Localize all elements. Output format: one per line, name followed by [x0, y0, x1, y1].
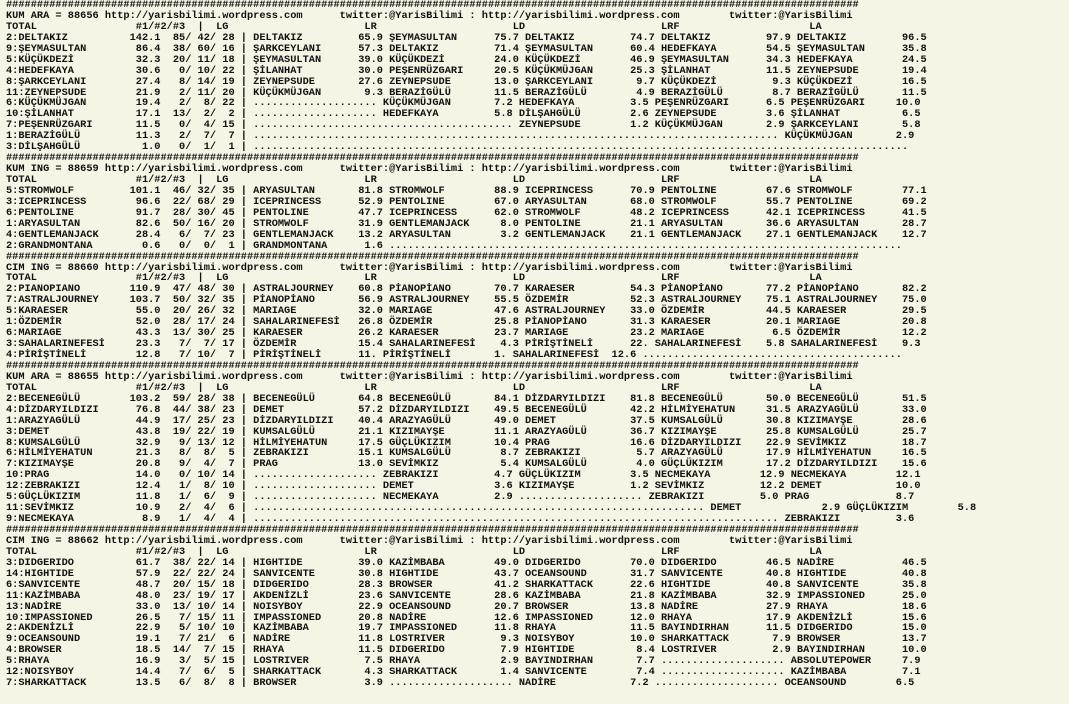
- table-row: 4:HEDEFKAYA 30.6 0/ 10/ 22 | ŞİLANHAT 30.0 PEŞENRÜZGARI 20.5 KÜÇÜKMÜJGAN 25.3 ŞİLANHAT 11.5 ZEYNEPSUDE 19.4: [6, 64, 927, 77]
- race-header: KUM ARA = 88656 http://yarisbilimi.wordpress.com twitter:@YarisBilimi : http://yarisbilimi.wordpress.com twitter:@YarisBilimi: [6, 9, 853, 22]
- table-row: 3:SAHALARINEFESİ 23.3 7/ 7/ 17 | ÖZDEMİR 15.4 SAHALARINEFESİ 4.3 PİRİŞTİNELİ 22. SAHALARINEFESİ 5.8 SAHALARINEFESİ 9.3: [6, 338, 921, 351]
- table-row: 2:GRANDMONTANA 0.6 0/ 0/ 1 | GRANDMONTANA 1.6 ...................................................................................: [6, 239, 902, 252]
- table-row: 8:ŞARKCEYLANI 27.4 8/ 14/ 19 | ZEYNEPSUDE 27.6 ZEYNEPSUDE 13.0 ŞARKCEYLANI 9.7 KÜÇÜKDEZİ 9.3 KÜÇÜKDEZİ 16.5: [6, 75, 927, 88]
- table-row: 3:ICEPRINCESS 96.6 22/ 68/ 29 | ICEPRINCESS 52.9 PENTOLINE 67.0 ARYASULTAN 68.0 STROMWOLF 55.7 PENTOLINE 69.2: [6, 195, 927, 208]
- table-row: 7:ASTRALJOURNEY 103.7 50/ 32/ 35 | PİANOPİANO 56.9 ASTRALJOURNEY 55.5 ÖZDEMİR 52.3 ASTRALJOURNEY 75.1 ASTRALJOURNEY 75.0: [6, 294, 927, 307]
- column-header: TOTAL #1/#2/#3 | LG LR LD LRF LA: [6, 174, 822, 186]
- table-row: 4:GENTLEMANJACK 28.4 6/ 7/ 23 | GENTLEMANJACK 13.2 ARYASULTAN 3.2 GENTLEMANJACK 21.1 GENTLEMANJACK 27.1 GENTLEMANJACK 12.7: [6, 228, 927, 241]
- race-header: CIM ING = 88662 http://yarisbilimi.wordpress.com twitter:@YarisBilimi : http://yarisbilimi.wordpress.com twitter:@YarisBilimi: [6, 534, 853, 547]
- separator-line: ##########################################################################################################################################: [6, 359, 859, 372]
- separator-line: ##########################################################################################################################################: [6, 152, 859, 165]
- table-row: 5:KARAESER 55.0 20/ 26/ 32 | MARIAGE 32.0 MARIAGE 47.6 ASTRALJOURNEY 33.0 ÖZDEMİR 44.5 KARAESER 29.5: [6, 305, 927, 318]
- table-row: 2:AKDENİZLİ 22.9 5/ 10/ 10 | KAZİMBABA 19.7 IMPASSIONED 11.8 RHAYA 11.5 BAYINDIRHAN 11.5 DIDGERIDO 15.0: [6, 622, 927, 635]
- table-row: 2:DELTAKIZ 142.1 85/ 42/ 28 | DELTAKIZ 65.9 ŞEYMASULTAN 75.7 DELTAKIZ 74.7 DELTAKIZ 97.9 DELTAKIZ 96.5: [6, 31, 927, 44]
- table-row: 7:PEŞENRÜZGARI 11.5 0/ 4/ 15 | .......................................... ZEYNEPSUDE 1.2 KÜÇÜKMÜJGAN 2.9 ŞARKCEYLANI 5.8: [6, 119, 921, 132]
- table-row: 5:RHAYA 16.9 3/ 5/ 15 | LOSTRIVER 7.5 RHAYA 2.9 BAYINDIRHAN 7.7 .................... ABSOLUTEPOWER 7.9: [6, 655, 921, 668]
- table-row: 1:ARAZYAGÜLÜ 44.9 17/ 25/ 23 | DİZDARYILDIZI 40.4 ARAZYAGÜLÜ 49.0 DEMET 37.5 KUMSALGÜLÜ 30.8 KIZIMAYŞE 28.6: [6, 414, 927, 427]
- table-row: 9:ŞEYMASULTAN 86.4 38/ 60/ 16 | ŞARKCEYLANI 57.3 DELTAKIZ 71.4 ŞEYMASULTAN 60.4 HEDEFKAYA 54.5 ŞEYMASULTAN 35.8: [6, 42, 927, 55]
- table-row: 12:ZEBRAKIZI 12.4 1/ 8/ 10 | .................... DEMET 3.6 KIZIMAYŞE 1.2 SEVİMKIZ 12.2 DEMET 10.0: [6, 480, 921, 493]
- table-row: 4:BROWSER 18.5 14/ 7/ 15 | RHAYA 11.5 DIDGERIDO 7.9 HIGHTIDE 8.4 LOSTRIVER 2.9 BAYINDIRHAN 10.0: [6, 644, 927, 657]
- table-row: 6:PENTOLINE 91.7 28/ 30/ 45 | PENTOLINE 47.7 ICEPRINCESS 62.0 STROMWOLF 48.2 ICEPRINCESS 42.1 ICEPRINCESS 41.5: [6, 206, 927, 219]
- table-row: 11:SEVİMKIZ 10.9 2/ 4/ 6 | ......................................................................... DEMET 2.9 GÜÇLÜKIZIM 5.8: [6, 502, 977, 515]
- table-row: 5:KÜÇÜKDEZİ 32.3 20/ 11/ 18 | ŞEYMASULTAN 39.0 KÜÇÜKDEZİ 24.0 KÜÇÜKDEZİ 46.9 ŞEYMASULTAN 34.3 HEDEFKAYA 24.5: [6, 53, 927, 66]
- column-header: TOTAL #1/#2/#3 | LG LR LD LRF LA: [6, 381, 822, 394]
- table-row: 2:BECENEGÜLÜ 103.2 59/ 28/ 38 | BECENEGÜLÜ 64.8 BECENEGÜLÜ 84.1 DİZDARYILDIZI 81.8 BECENEGÜLÜ 50.0 BECENEGÜLÜ 51.5: [6, 392, 927, 405]
- separator-line: ##########################################################################################################################################: [6, 250, 859, 263]
- table-row: 6:SANVICENTE 48.7 20/ 15/ 18 | DIDGERIDO 28.3 BROWSER 41.2 SHARKATTACK 22.6 HIGHTIDE 40.8 SANVICENTE 35.8: [6, 578, 927, 591]
- table-row: 7:KIZIMAYŞE 20.8 9/ 4/ 7 | PRAG 13.0 SEVİMKIZ 5.4 KUMSALGÜLÜ 4.0 GÜÇLÜKIZIM 17.2 DİZDARYILDIZI 15.6: [6, 458, 927, 471]
- table-row: 8:KUMSALGÜLÜ 32.9 9/ 13/ 12 | HİLMİYEHATUN 17.5 GÜÇLÜKIZIM 10.4 PRAG 16.6 DİZDARYILDIZI 22.9 SEVİMKIZ 18.7: [6, 436, 927, 449]
- table-row: 6:MARIAGE 43.3 13/ 30/ 25 | KARAESER 26.2 KARAESER 23.7 MARIAGE 23.2 MARIAGE 6.5 ÖZDEMİR 12.2: [6, 327, 927, 340]
- table-row: 6:KÜÇÜKMÜJGAN 19.4 2/ 8/ 22 | .................... KÜÇÜKMÜJGAN 7.2 HEDEFKAYA 3.5 PEŞENRÜZGARI 6.5 PEŞENRÜZGARI 10.0: [6, 97, 921, 110]
- table-row: 7:SHARKATTACK 13.5 6/ 8/ 8 | BROWSER 3.9 .................... NADİRE 7.2 .................... OCEANSOUND 6.5: [6, 677, 915, 690]
- table-row: 5:STROMWOLF 101.1 46/ 32/ 35 | ARYASULTAN 81.8 STROMWOLF 88.9 ICEPRINCESS 70.9 PENTOLINE 67.6 STROMWOLF 77.1: [6, 184, 927, 197]
- separator-line: ##########################################################################################################################################: [6, 0, 859, 11]
- table-row: 12:NOISYBOY 14.4 7/ 6/ 5 | SHARKATTACK 4.3 SHARKATTACK 1.4 SANVICENTE 7.4 .................... KAZİMBABA 7.1: [6, 666, 921, 679]
- table-row: 1:BERAZİGÜLÜ 11.3 2/ 7/ 7 | ..................................................................................... KÜÇÜKMÜJGAN 2.9: [6, 130, 915, 143]
- column-header: TOTAL #1/#2/#3 | LG LR LD LRF LA: [6, 545, 822, 558]
- table-row: 4:PİRİŞTİNELİ 12.8 7/ 10/ 7 | PİRİŞTİNELİ 11. PİRİŞTİNELİ 1. SAHALARINEFESİ 12.6 ..........................................: [6, 349, 902, 361]
- table-row: 3:DIDGERIDO 61.7 38/ 22/ 14 | HIGHTIDE 39.0 KAZİMBABA 49.0 DIDGERIDO 70.0 DIDGERIDO 46.5 NADİRE 46.5: [6, 556, 927, 569]
- table-row: 14:HIGHTIDE 57.9 22/ 22/ 24 | SANVICENTE 30.8 HIGHTIDE 43.7 OCEANSOUND 31.7 SANVICENTE 40.8 HIGHTIDE 40.8: [6, 567, 927, 580]
- table-row: 11:KAZİMBABA 48.0 23/ 19/ 17 | AKDENİZLİ 23.6 SANVICENTE 28.6 KAZİMBABA 21.8 KAZİMBABA 32.9 IMPASSIONED 25.0: [6, 589, 927, 602]
- table-row: 4:DİZDARYILDIZI 76.8 44/ 38/ 23 | DEMET 57.2 DİZDARYILDIZI 49.5 BECENEGÜLÜ 42.2 HİLMİYEHATUN 31.5 ARAZYAGÜLÜ 33.0: [6, 403, 927, 416]
- table-row: 6:HİLMİYEHATUN 21.3 8/ 8/ 5 | ZEBRAKIZI 15.1 KUMSALGÜLÜ 8.7 ZEBRAKIZI 5.7 ARAZYAGÜLÜ 17.9 HİLMİYEHATUN 16.5: [6, 447, 927, 460]
- race-header: CIM ING = 88660 http://yarisbilimi.wordpress.com twitter:@YarisBilimi : http://yarisbilimi.wordpress.com twitter:@YarisBilimi: [6, 261, 853, 274]
- table-row: 9:NECMEKAYA 8.9 1/ 4/ 4 | ..................................................................................... ZEBRAKIZI 3.6: [6, 513, 915, 526]
- race-header: KUM ING = 88659 http://yarisbilimi.wordpress.com twitter:@YarisBilimi : http://yarisbilimi.wordpress.com twitter:@YarisBilimi: [6, 163, 853, 176]
- column-header: TOTAL #1/#2/#3 | LG LR LD LRF LA: [6, 20, 822, 33]
- table-row: 10:ŞİLANHAT 17.1 13/ 2/ 2 | .................... HEDEFKAYA 5.8 DİLŞAHGÜLÜ 2.6 ZEYNEPSUDE 3.6 ŞİLANHAT 6.5: [6, 108, 921, 121]
- table-row: 10:PRAG 14.0 0/ 10/ 14 | .................... ZEBRAKIZI 4.7 GÜÇLÜKIZIM 3.5 NECMEKAYA 12.9 NECMEKAYA 12.1: [6, 469, 921, 482]
- column-header: TOTAL #1/#2/#3 | LG LR LD LRF LA: [6, 272, 822, 285]
- table-row: 3:DİLŞAHGÜLÜ 1.0 0/ 1/ 1 | ..........................................................................................................: [6, 141, 909, 154]
- separator-line: ##########################################################################################################################################: [6, 524, 859, 536]
- table-row: 3:DEMET 43.8 19/ 22/ 19 | KUMSALGÜLÜ 21.1 KIZIMAYŞE 11.1 ARAZYAGÜLÜ 36.7 KIZIMAYŞE 25.8 KUMSALGÜLÜ 25.7: [6, 425, 927, 438]
- table-row: 1:ÖZDEMİR 52.0 28/ 17/ 24 | SAHALARINEFESİ 26.8 ÖZDEMİR 25.8 PİANOPİANO 31.3 KARAESER 20.1 MARIAGE 20.8: [6, 316, 927, 329]
- table-row: 1:ARYASULTAN 82.6 50/ 16/ 20 | STROMWOLF 31.9 GENTLEMANJACK 8.0 PENTOLINE 21.1 ARYASULTAN 36.6 ARYASULTAN 28.7: [6, 217, 927, 230]
- table-row: 11:ZEYNEPSUDE 21.9 2/ 11/ 20 | KÜÇÜKMÜJGAN 9.3 BERAZİGÜLÜ 11.5 BERAZİGÜLÜ 4.9 BERAZİGÜLÜ 8.7 BERAZİGÜLÜ 11.5: [6, 86, 927, 99]
- table-row: 10:IMPASSIONED 26.5 7/ 15/ 11 | IMPASSIONED 20.8 NADİRE 12.6 IMPASSIONED 12.0 RHAYA 17.9 AKDENİZLİ 15.6: [6, 611, 927, 624]
- table-row: 2:PIANOPIANO 110.9 47/ 48/ 30 | ASTRALJOURNEY 60.8 PİANOPİANO 70.7 KARAESER 54.3 PİANOPİANO 77.2 PİANOPİANO 82.2: [6, 283, 927, 296]
- race-header: KUM ARA = 88655 http://yarisbilimi.wordpress.com twitter:@YarisBilimi : http://yarisbilimi.wordpress.com twitter:@YarisBilimi: [6, 370, 853, 383]
- table-row: 13:NADİRE 33.0 13/ 10/ 14 | NOISYBOY 22.9 OCEANSOUND 20.7 BROWSER 13.8 NADİRE 27.9 RHAYA 18.6: [6, 600, 927, 613]
- table-row: 5:GÜÇLÜKIZIM 11.8 1/ 6/ 9 | .................... NECMEKAYA 2.9 .................... ZEBRAKIZI 5.0 PRAG 8.7: [6, 491, 915, 504]
- table-row: 9:OCEANSOUND 19.1 7/ 21/ 6 | NADİRE 11.8 LOSTRIVER 9.3 NOISYBOY 10.0 SHARKATTACK 7.9 BROWSER 13.7: [6, 633, 927, 646]
